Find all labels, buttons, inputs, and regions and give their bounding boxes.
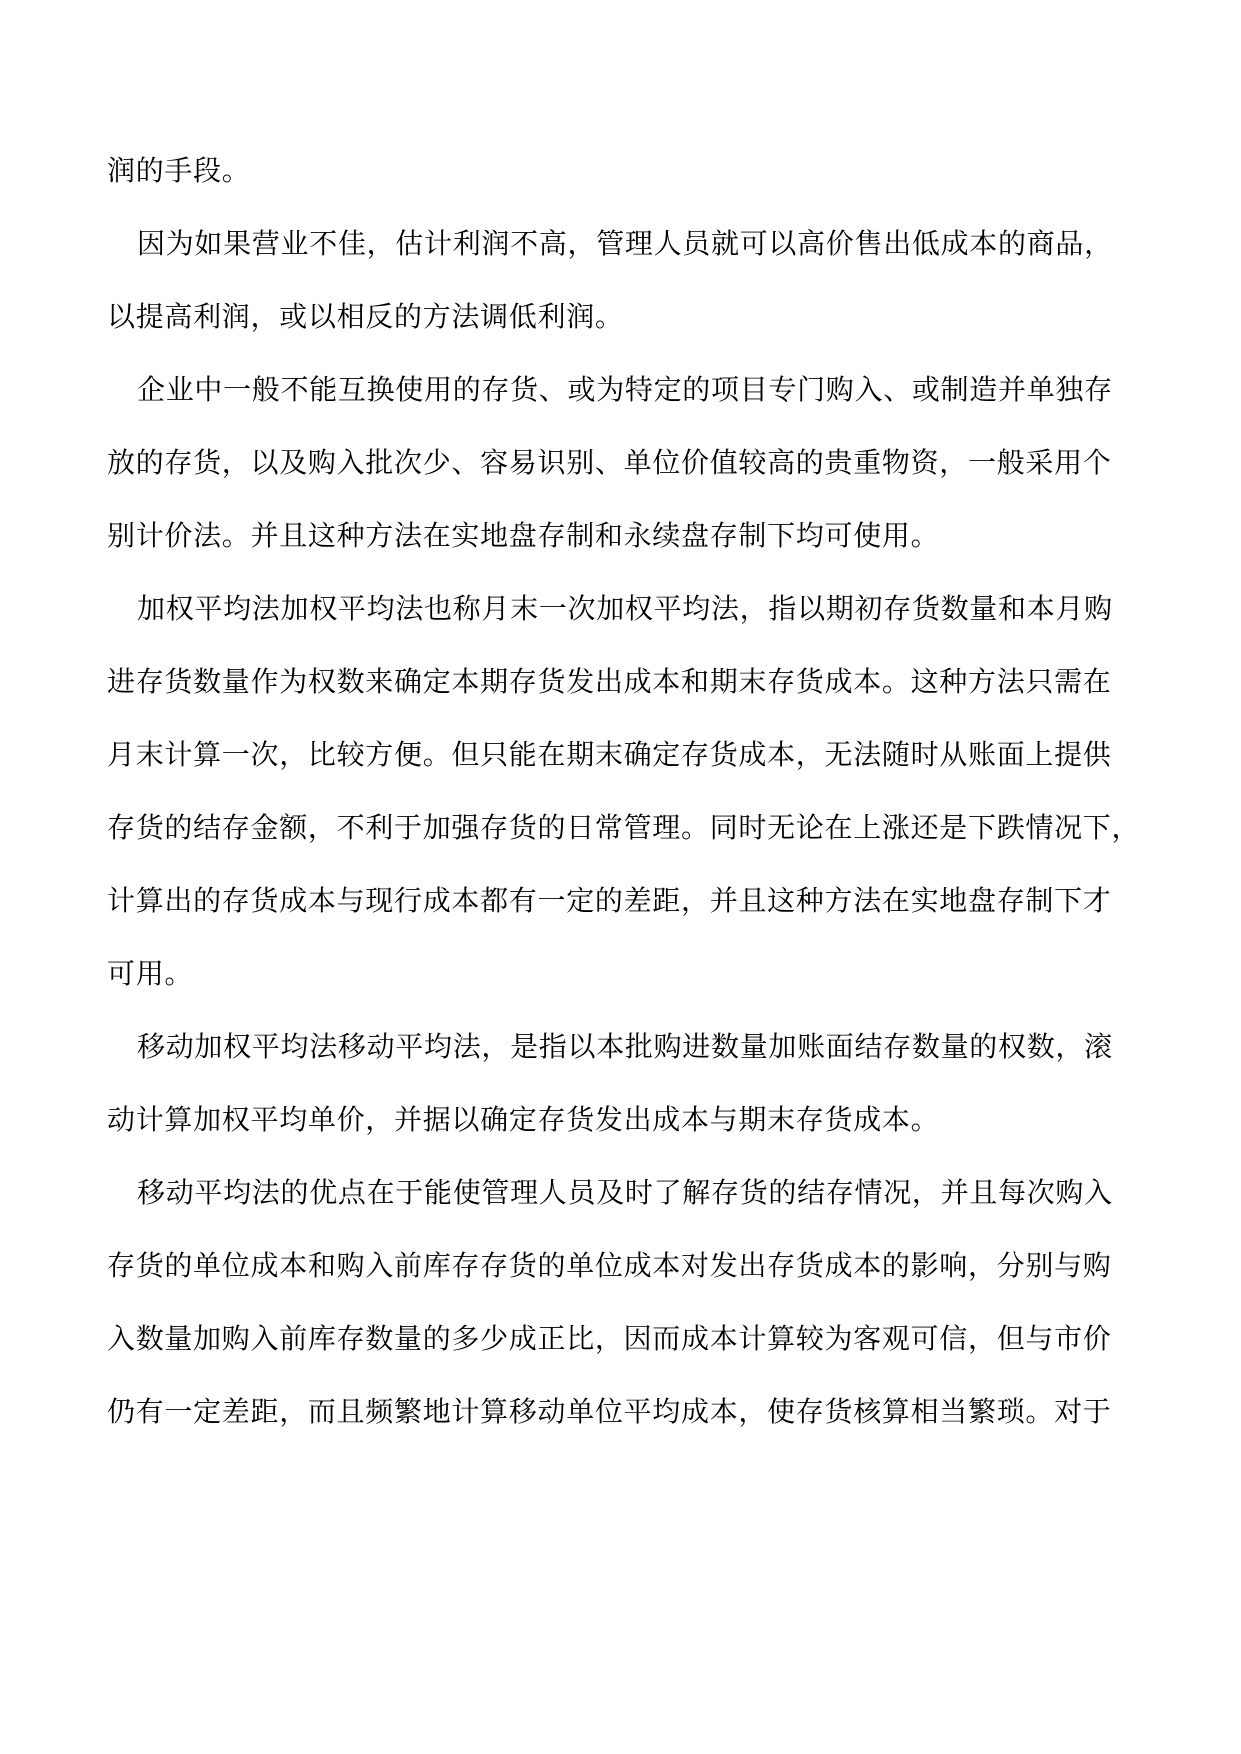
text-line: 入数量加购入前库存数量的多少成正比，因而成本计算较为客观可信，但与市价 [107, 1322, 1112, 1355]
paragraph-first-line: 移动加权平均法移动平均法，是指以本批购进数量加账面结存数量的权数，滚 [137, 1030, 1113, 1063]
text-line: 月末计算一次，比较方便。但只能在期末确定存货成本，无法随时从账面上提供 [107, 738, 1112, 771]
paragraph-first-line: 企业中一般不能互换使用的存货、或为特定的项目专门购入、或制造并单独存 [137, 373, 1113, 406]
paragraph-first-line: 加权平均法加权平均法也称月末一次加权平均法，指以期初存货数量和本月购 [137, 592, 1113, 625]
text-line: 以提高利润，或以相反的方法调低利润。 [107, 300, 624, 333]
text-line: 仍有一定差距，而且频繁地计算移动单位平均成本，使存货核算相当繁琐。对于 [107, 1395, 1112, 1428]
text-line: 存货的单位成本和购入前库存存货的单位成本对发出存货成本的影响，分别与购 [107, 1249, 1112, 1282]
text-line: 润的手段。 [107, 154, 251, 187]
text-line: 别计价法。并且这种方法在实地盘存制和永续盘存制下均可使用。 [107, 519, 940, 552]
text-line: 动计算加权平均单价，并据以确定存货发出成本与期末存货成本。 [107, 1103, 940, 1136]
paragraph-first-line: 移动平均法的优点在于能使管理人员及时了解存货的结存情况，并且每次购入 [137, 1176, 1113, 1209]
text-line: 计算出的存货成本与现行成本都有一定的差距，并且这种方法在实地盘存制下才 [107, 884, 1112, 917]
text-line: 可用。 [107, 957, 194, 990]
text-line: 存货的结存金额，不利于加强存货的日常管理。同时无论在上涨还是下跌情况下， [107, 811, 1141, 844]
text-line: 放的存货，以及购入批次少、容易识别、单位价值较高的贵重物资，一般采用个 [107, 446, 1112, 479]
paragraph-first-line: 因为如果营业不佳，估计利润不高，管理人员就可以高价售出低成本的商品， [137, 227, 1113, 260]
text-line: 进存货数量作为权数来确定本期存货发出成本和期末存货成本。这种方法只需在 [107, 665, 1112, 698]
